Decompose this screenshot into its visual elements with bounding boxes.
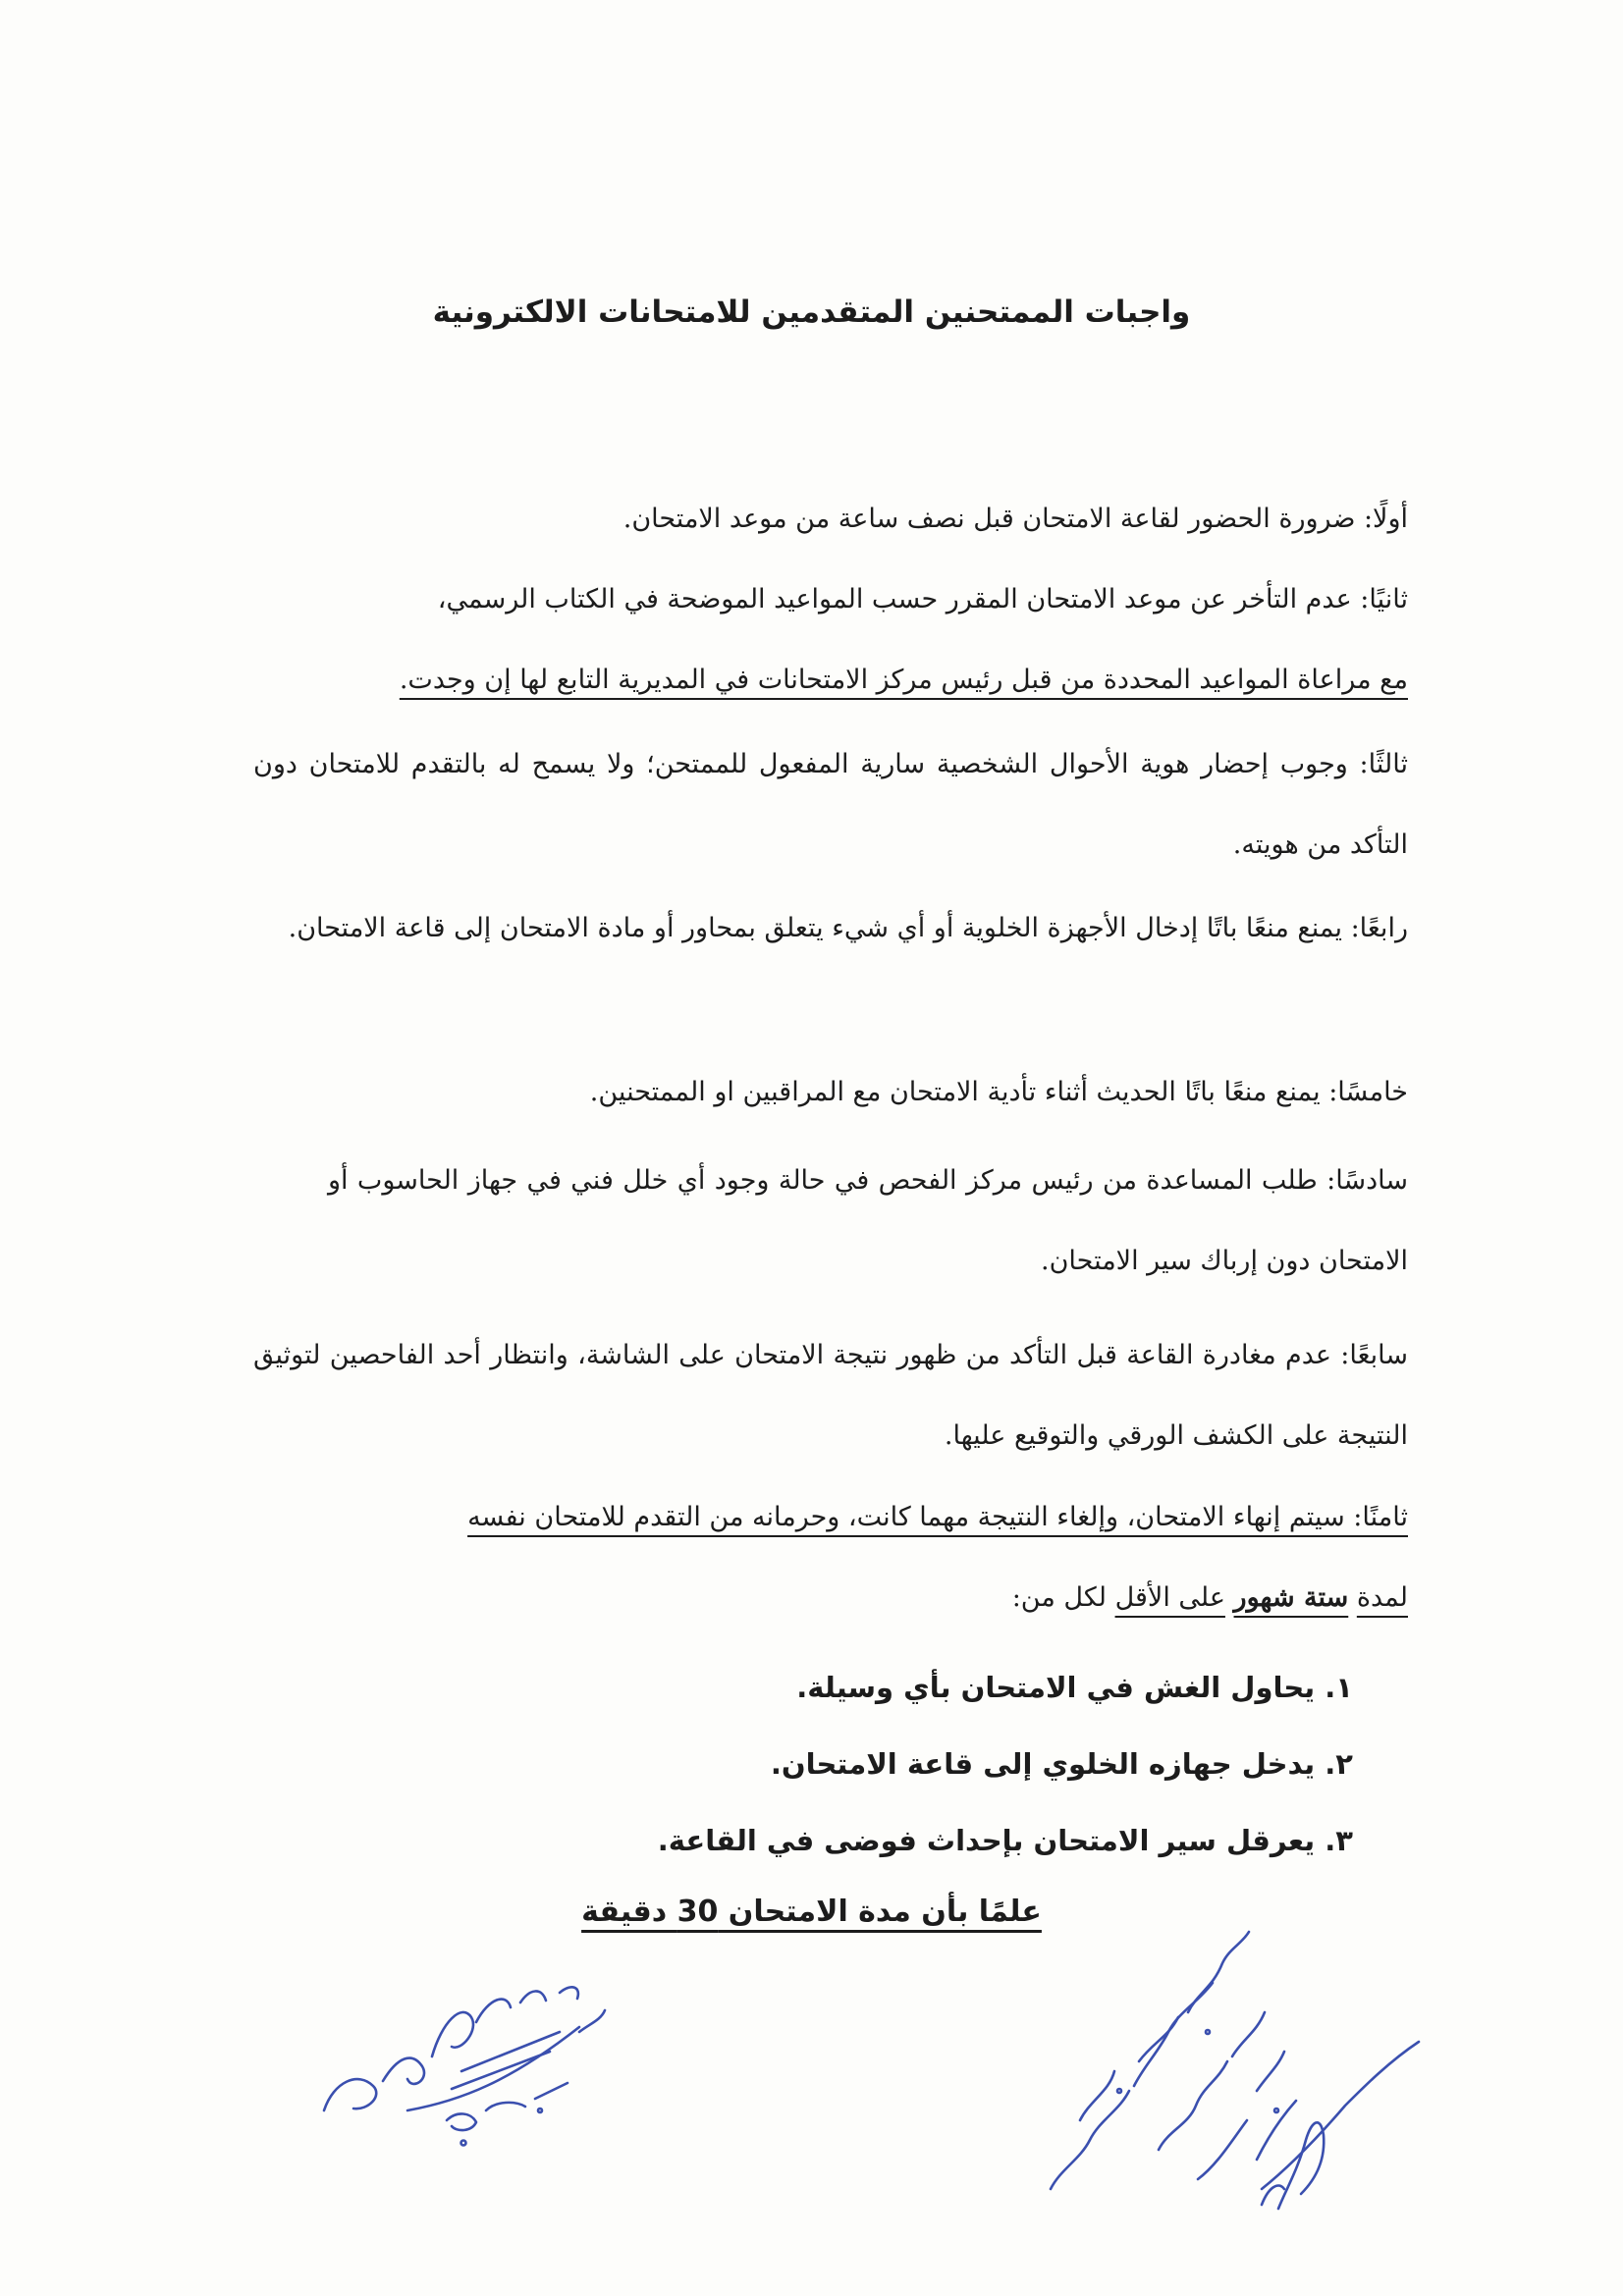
rule-seventh: سابعًا: عدم مغادرة القاعة قبل التأكد من ظهور نتيجة الامتحان على الشاشة، وانتظار أحد الفاحصين لتوثيق النتيجة على الكشف الورقي والتوقيع عليها. — [253, 1340, 1408, 1451]
rule-second — [253, 560, 1408, 721]
rule-eighth-duration-lead: لمدة — [1356, 1582, 1408, 1613]
left-signature — [314, 1963, 628, 2169]
violations-list — [658, 1649, 1353, 1879]
rule-fourth: رابعًا: يمنع منعًا باتًا إدخال الأجهزة الخلوية أو أي شيء يتعلق بمحاور أو مادة الامتحان إلى قاعة الامتحان. — [288, 913, 1408, 943]
rule-fifth: خامسًا: يمنع منعًا باتًا الحديث أثناء تأدية الامتحان مع المراقبين او الممتحنين. — [589, 1077, 1408, 1107]
rule-eighth-at-least: على الأقل — [1114, 1582, 1225, 1613]
list-item: ١. يحاول الغش في الامتحان بأي وسيلة. — [796, 1671, 1353, 1704]
document-title: واجبات الممتحنين المتقدمين للامتحانات الالكترونية — [432, 294, 1191, 330]
exam-duration-note: علمًا بأن مدة الامتحان 30 دقيقة — [581, 1895, 1042, 1929]
rule-second-line2: مع مراعاة المواعيد المحددة من قبل رئيس مركز الامتحانات في المديرية التابع لها إن وجدت. — [399, 665, 1408, 695]
rule-second-line1: ثانيًا: عدم التأخر عن موعد الامتحان المقرر حسب المواعيد الموضحة في الكتاب الرسمي، — [437, 584, 1408, 614]
list-item: ٢. يدخل جهازه الخلوي إلى قاعة الامتحان. — [770, 1747, 1353, 1781]
rule-third: ثالثًا: وجوب إحضار هوية الأحوال الشخصية سارية المفعول للممتحن؛ ولا يسمح له بالتقدم للامتحان دون التأكد من هويته. — [253, 749, 1408, 860]
list-item: ٣. يعرقل سير الامتحان بإحداث فوضى في القاعة. — [657, 1824, 1353, 1857]
rule-sixth: سادسًا: طلب المساعدة من رئيس مركز الفحص في حالة وجود أي خلل فني في جهاز الحاسوب أو الامتحان دون إرباك سير الامتحان. — [328, 1165, 1408, 1276]
right-signature — [1021, 1895, 1434, 2228]
rule-eighth-line1: ثامنًا: سيتم إنهاء الامتحان، وإلغاء النتيجة مهما كانت، وحرمانه من التقدم للامتحان نفسه — [467, 1502, 1408, 1532]
rule-eighth-for-anyone: لكل من: — [1011, 1582, 1107, 1613]
rule-first: أولًا: ضرورة الحضور لقاعة الامتحان قبل نصف ساعة من موعد الامتحان. — [622, 504, 1408, 534]
rule-eighth — [253, 1477, 1408, 1638]
rule-eighth-duration: ستة شهور — [1233, 1582, 1349, 1613]
